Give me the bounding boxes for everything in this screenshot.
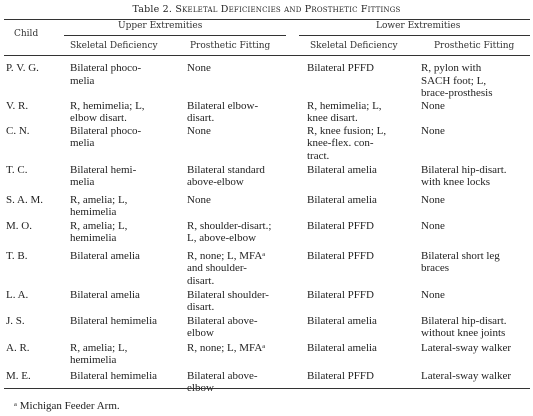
- upper-skeletal-cell: Bilateral hemimelia: [70, 314, 158, 327]
- upper-prosthetic-cell: Bilateral standard above-elbow: [187, 163, 265, 188]
- lower-skeletal-cell: Bilateral amelia: [307, 163, 377, 176]
- lower-prosthetic-cell: Bilateral short leg braces: [421, 249, 500, 274]
- child-cell: C. N.: [6, 124, 30, 137]
- lower-skeletal-cell: Bilateral PFFD: [307, 369, 374, 382]
- table-row: [4, 125, 532, 164]
- upper-skeletal-cell: Bilateral amelia: [70, 249, 140, 262]
- upper-prosthetic-cell: None: [187, 62, 211, 74]
- header-lower-skeletal: Skeletal Deficiency: [310, 41, 398, 51]
- lower-prosthetic-cell: Bilateral hip-disart. without knee joints: [421, 314, 507, 339]
- upper-skeletal-cell: Bilateral hemi- melia: [70, 163, 137, 188]
- upper-skeletal-cell: R, amelia; L, hemimelia: [70, 341, 128, 366]
- upper-prosthetic-cell: Bilateral elbow- disart.: [187, 99, 259, 124]
- upper-prosthetic-cell: None: [187, 124, 211, 137]
- table-row: [4, 194, 532, 220]
- deficiency-table: [4, 58, 532, 400]
- child-cell: V. R.: [6, 99, 29, 112]
- child-cell: M. O.: [6, 219, 32, 232]
- child-cell: J. S.: [6, 314, 25, 327]
- lower-prosthetic-cell: Lateral-sway walker: [421, 341, 512, 354]
- table-row: [4, 250, 532, 289]
- upper-group-rule: [64, 35, 286, 36]
- child-cell: M. E.: [6, 369, 31, 382]
- upper-skeletal-cell: Bilateral phoco- melia: [70, 124, 142, 149]
- lower-skeletal-cell: Bilateral PFFD: [307, 62, 374, 74]
- upper-prosthetic-cell: Bilateral above- elbow: [187, 314, 258, 339]
- upper-prosthetic-cell: Bilateral above- elbow: [187, 369, 258, 394]
- lower-prosthetic-cell: Lateral-sway walker: [421, 369, 512, 382]
- upper-prosthetic-cell: R, shoulder-disart.; L, above-elbow: [187, 219, 272, 244]
- child-cell: T. B.: [6, 249, 28, 262]
- table-title-text: Skeletal Deficiencies and Prosthetic Fittings: [175, 4, 401, 15]
- table-row: [4, 315, 532, 342]
- header-lower-prosthetic: Prosthetic Fitting: [434, 41, 515, 51]
- upper-skeletal-cell: Bilateral amelia: [70, 288, 140, 301]
- table-title: [0, 4, 533, 15]
- lower-prosthetic-cell: None: [421, 288, 445, 301]
- child-cell: S. A. M.: [6, 193, 43, 206]
- table-row: [4, 100, 532, 125]
- child-cell: P. V. G.: [6, 62, 39, 74]
- upper-skeletal-cell: Bilateral phoco- melia: [70, 62, 142, 87]
- upper-skeletal-cell: R, hemimelia; L, elbow disart.: [70, 99, 145, 124]
- upper-prosthetic-cell: Bilateral shoulder- disart.: [187, 288, 269, 313]
- lower-prosthetic-cell: Bilateral hip-disart. with knee locks: [421, 163, 507, 188]
- header-child: Child: [14, 29, 39, 39]
- header-bottom-rule: [4, 55, 530, 56]
- upper-skeletal-cell: Bilateral hemimelia: [70, 369, 158, 382]
- lower-prosthetic-cell: None: [421, 193, 445, 206]
- table-row: [4, 220, 532, 250]
- upper-prosthetic-cell: None: [187, 193, 211, 206]
- lower-skeletal-cell: Bilateral PFFD: [307, 249, 374, 262]
- table-bottom-rule: [4, 388, 530, 389]
- child-cell: T. C.: [6, 163, 28, 176]
- table-row: [4, 58, 532, 100]
- table-title-prefix: Table 2.: [132, 4, 173, 15]
- lower-skeletal-cell: Bilateral amelia: [307, 341, 377, 354]
- upper-skeletal-cell: R, amelia; L, hemimelia: [70, 219, 128, 244]
- table-row: [4, 164, 532, 194]
- top-rule: [4, 19, 530, 20]
- lower-group-rule: [299, 35, 530, 36]
- lower-skeletal-cell: Bilateral PFFD: [307, 219, 374, 232]
- child-cell: L. A.: [6, 288, 29, 301]
- lower-skeletal-cell: Bilateral PFFD: [307, 288, 374, 301]
- lower-skeletal-cell: Bilateral amelia: [307, 193, 377, 206]
- lower-skeletal-cell: R, hemimelia; L, knee disart.: [307, 99, 382, 124]
- header-upper-prosthetic: Prosthetic Fitting: [190, 41, 271, 51]
- lower-skeletal-cell: Bilateral amelia: [307, 314, 377, 327]
- upper-prosthetic-cell: R, none; L, MFAᵃ and shoulder- disart.: [187, 249, 266, 287]
- lower-prosthetic-cell: None: [421, 219, 445, 232]
- header-lower-extremities: Lower Extremities: [376, 21, 461, 31]
- upper-prosthetic-cell: R, none; L, MFAᵃ: [187, 341, 266, 354]
- table-row: [4, 289, 532, 315]
- lower-prosthetic-cell: None: [421, 124, 445, 137]
- lower-prosthetic-cell: R, pylon with SACH foot; L, brace-prosthesis: [421, 62, 493, 99]
- table-row: [4, 370, 532, 400]
- header-upper-skeletal: Skeletal Deficiency: [70, 41, 158, 51]
- table-row: [4, 342, 532, 370]
- lower-prosthetic-cell: None: [421, 99, 445, 112]
- upper-skeletal-cell: R, amelia; L, hemimelia: [70, 193, 128, 218]
- lower-skeletal-cell: R, knee fusion; L, knee-flex. con- tract.: [307, 124, 387, 162]
- header-upper-extremities: Upper Extremities: [118, 21, 203, 31]
- footnote: ᵃ Michigan Feeder Arm.: [14, 400, 120, 412]
- child-cell: A. R.: [6, 341, 30, 354]
